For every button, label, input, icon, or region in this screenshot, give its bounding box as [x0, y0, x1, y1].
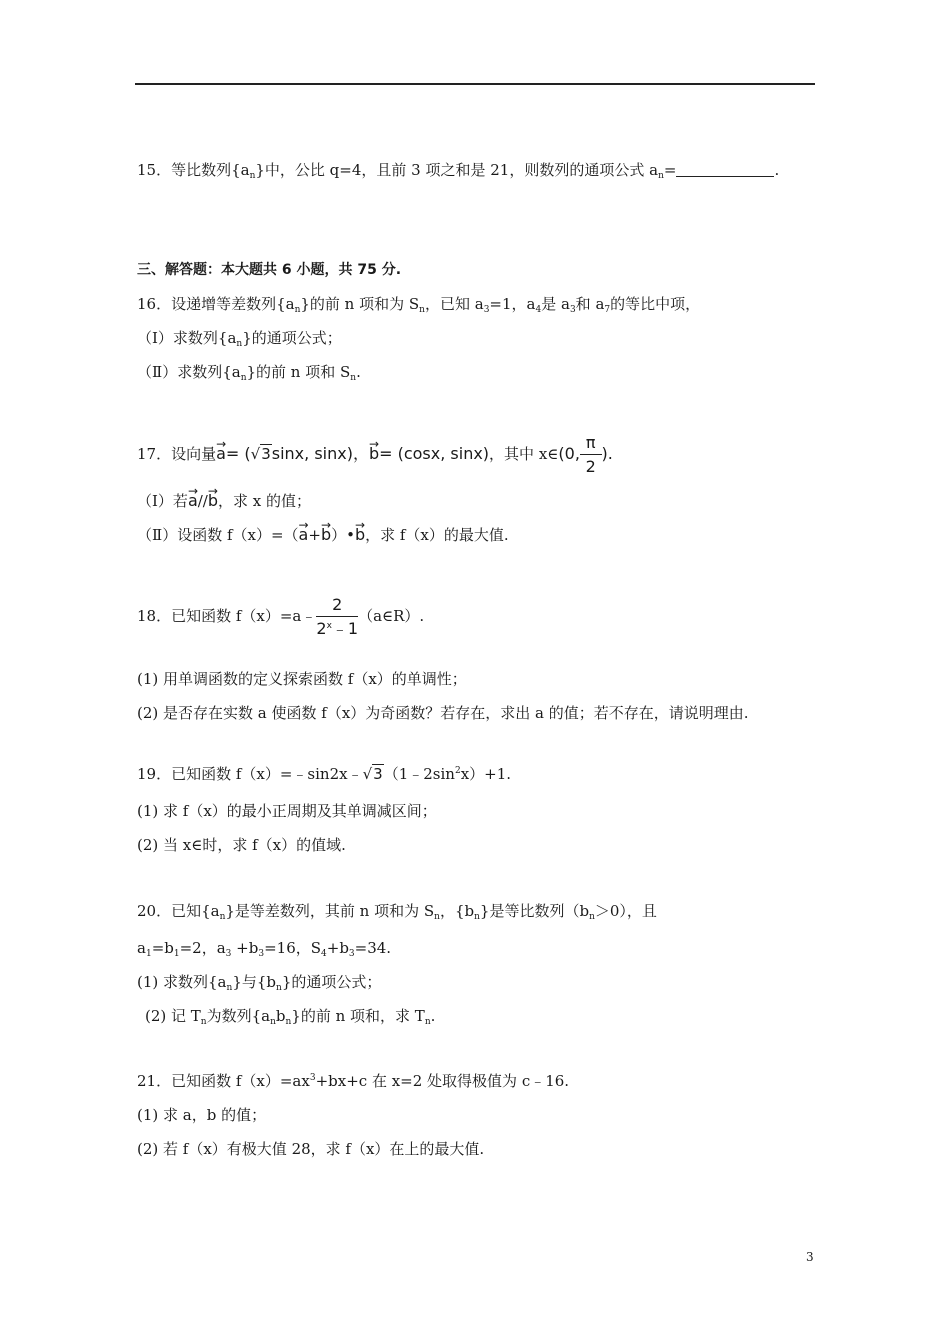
question-20 — [137, 901, 657, 921]
q17-math: = (cosx, sinx) — [379, 444, 490, 463]
sqrt-expression: √3 — [362, 765, 383, 783]
q16-text: ，已知 a — [424, 295, 484, 313]
q20-p1-text: (1) 求数列{a — [137, 973, 227, 991]
section-heading: 三、解答题：本大题共 6 小题，共 75 分. — [137, 262, 402, 278]
q18-text: 18．已知函数 f（x）=a﹣ — [137, 607, 317, 625]
q20-cond-text: +b — [231, 939, 259, 957]
q20-cond-text: a — [137, 939, 146, 957]
fraction-numerator: π — [580, 432, 602, 455]
q17-p2-text: + — [308, 526, 321, 544]
subscript: n — [424, 1017, 431, 1027]
q21-text: 21．已知函数 f（x）=ax — [137, 1072, 310, 1090]
question-18-part-2: (2) 是否存在实数 a 使函数 f（x）为奇函数？若存在，求出 a 的值；若不存在，请说明理由. — [137, 704, 749, 722]
fraction-denominator: 2 — [585, 456, 596, 476]
subscript: n — [240, 373, 247, 383]
q16-text: }的前 n 项和为 S — [300, 295, 420, 313]
question-16-part-2 — [137, 362, 361, 382]
q20-cond-text: +b — [326, 939, 349, 957]
q17-math: ). — [601, 444, 613, 463]
q20-text: }是等差数列，其前 n 项和为 S — [225, 902, 435, 920]
q15-text: 15．等比数列{a — [137, 161, 250, 179]
subscript: 3 — [225, 949, 232, 959]
subscript: 3 — [348, 949, 355, 959]
q16-p1-text: （Ⅰ）求数列{a — [137, 329, 237, 347]
q20-p2-text: }的前 n 项和，求 T — [291, 1007, 425, 1025]
subscript: n — [249, 171, 256, 181]
q21-text: +bx+c 在 x=2 处取得极值为 c﹣16. — [315, 1072, 570, 1090]
q17-text: ，其中 x∈ — [489, 445, 559, 463]
question-20-part-2 — [145, 1006, 435, 1026]
subscript: n — [434, 912, 440, 922]
subscript: n — [474, 912, 480, 922]
q16-text: =1，a — [489, 295, 536, 313]
q17-p1-text: ，求 x 的值； — [218, 492, 312, 510]
question-19-part-2: (2) 当 x∈时，求 f（x）的值域. — [137, 836, 346, 854]
tail: ﹣1 — [331, 618, 359, 638]
q16-text: 是 a — [541, 295, 570, 313]
q17-text: 17．设向量 — [137, 445, 217, 463]
question-18-part-1: (1) 用单调函数的定义探索函数 f（x）的单调性； — [137, 670, 467, 688]
question-16-part-1 — [137, 328, 342, 348]
subscript: 1 — [173, 949, 180, 959]
question-18 — [137, 592, 424, 641]
superscript: 3 — [309, 1073, 316, 1083]
q15-text: = — [663, 161, 677, 179]
question-19 — [137, 764, 511, 784]
radicand: 3 — [261, 445, 271, 463]
page-number: 3 — [806, 1250, 814, 1264]
question-17-part-1 — [137, 485, 311, 511]
q19-text: 19．已知函数 f（x）=﹣sin2x﹣ — [137, 765, 363, 783]
subscript: 7 — [604, 305, 611, 315]
q20-text: 20．已知{a — [137, 902, 220, 920]
question-21-part-1: (1) 求 a，b 的值； — [137, 1106, 267, 1124]
q16-text: 和 a — [575, 295, 605, 313]
q16-text: 16．设递增等差数列{a — [137, 295, 295, 313]
vector-a: → a — [188, 485, 198, 511]
q18-text: （a∈R）. — [358, 607, 425, 625]
base: 2 — [316, 618, 327, 638]
question-21-part-2: (2) 若 f（x）有极大值 28，求 f（x）在上的最大值. — [137, 1140, 485, 1158]
question-19-part-1: (1) 求 f（x）的最小正周期及其单调减区间； — [137, 802, 437, 820]
subscript: n — [219, 912, 226, 922]
q20-p2-text: 为数列{a — [206, 1007, 271, 1025]
superscript: 2 — [454, 766, 461, 776]
subscript: n — [658, 171, 664, 181]
q17-math: (0, — [558, 444, 580, 463]
subscript: n — [294, 305, 301, 315]
question-16 — [137, 294, 700, 314]
q17-p1-text: // — [197, 492, 208, 510]
subscript: n — [270, 1017, 276, 1027]
fraction-denominator — [316, 617, 358, 641]
vector-b: → b — [208, 485, 218, 511]
q20-p2-text: b — [275, 1007, 286, 1025]
subscript: 4 — [321, 949, 327, 959]
q20-p1-text: }的通项公式； — [281, 973, 382, 991]
q20-p2-text: . — [430, 1007, 436, 1025]
q20-p2-text: (2) 记 T — [145, 1007, 201, 1025]
q20-cond-text: =16，S — [264, 939, 322, 957]
q16-p2-text: . — [356, 363, 361, 381]
subscript: n — [419, 305, 425, 315]
vector-b: → b — [355, 519, 365, 545]
subscript: n — [350, 373, 357, 383]
question-21 — [137, 1071, 569, 1091]
vector-b: → b — [369, 428, 379, 474]
q16-p2-text: （Ⅱ）求数列{a — [137, 363, 241, 381]
q20-text: ＞0），且 — [594, 902, 657, 920]
q15-text: }中，公比 q=4，且前 3 项之和是 21，则数列的通项公式 a — [255, 161, 659, 179]
q17-math: = ( — [225, 444, 251, 463]
q16-p2-text: }的前 n 项和 S — [246, 363, 351, 381]
q17-p2-text: （Ⅱ）设函数 f（x）=（ — [137, 526, 299, 544]
q15-text: . — [774, 161, 780, 179]
q20-text: }是等比数列（b — [479, 902, 590, 920]
q19-text: x）+1. — [460, 765, 512, 783]
q20-cond-text: =34. — [354, 939, 392, 957]
question-20-condition — [137, 938, 391, 958]
subscript: 3 — [258, 949, 265, 959]
q17-math: sinx, sinx)， — [271, 444, 369, 463]
subscript: 4 — [535, 305, 542, 315]
q17-p1-text: （Ⅰ）若 — [137, 492, 188, 510]
q20-p1-text: }与{b — [232, 973, 277, 991]
subscript: 3 — [569, 305, 576, 315]
question-15 — [137, 160, 779, 180]
subscript: n — [236, 339, 243, 349]
q20-text: ，{b — [439, 902, 475, 920]
subscript: 1 — [145, 949, 152, 959]
fraction-2-over-2x-minus-1 — [316, 594, 358, 641]
q17-p2-text: ）• — [331, 526, 355, 544]
q16-text: 的等比中项， — [610, 295, 701, 313]
subscript: n — [589, 912, 595, 922]
fraction-numerator: 2 — [316, 594, 358, 617]
q19-text: （1﹣2sin — [383, 765, 455, 783]
question-17-part-2 — [137, 519, 509, 545]
subscript: n — [285, 1017, 292, 1027]
q20-cond-text: =2，a — [179, 939, 226, 957]
exponent: x — [326, 620, 332, 631]
question-17 — [137, 428, 613, 479]
q16-p1-text: }的通项公式； — [242, 329, 342, 347]
radicand: 3 — [373, 765, 383, 783]
vector-a: → a — [216, 428, 226, 474]
vector-a: → a — [299, 519, 309, 545]
subscript: n — [276, 983, 282, 993]
answer-blank[interactable] — [676, 162, 774, 177]
subscript: n — [200, 1017, 207, 1027]
q17-p2-text: ，求 f（x）的最大值. — [365, 526, 509, 544]
vector-b: → b — [321, 519, 331, 545]
q20-cond-text: =b — [151, 939, 174, 957]
question-20-part-1 — [137, 972, 381, 992]
subscript: n — [226, 983, 233, 993]
fraction-pi-over-2 — [580, 432, 602, 479]
sqrt-expression: √3 — [250, 445, 271, 463]
header-rule — [135, 83, 815, 85]
subscript: 3 — [483, 305, 490, 315]
